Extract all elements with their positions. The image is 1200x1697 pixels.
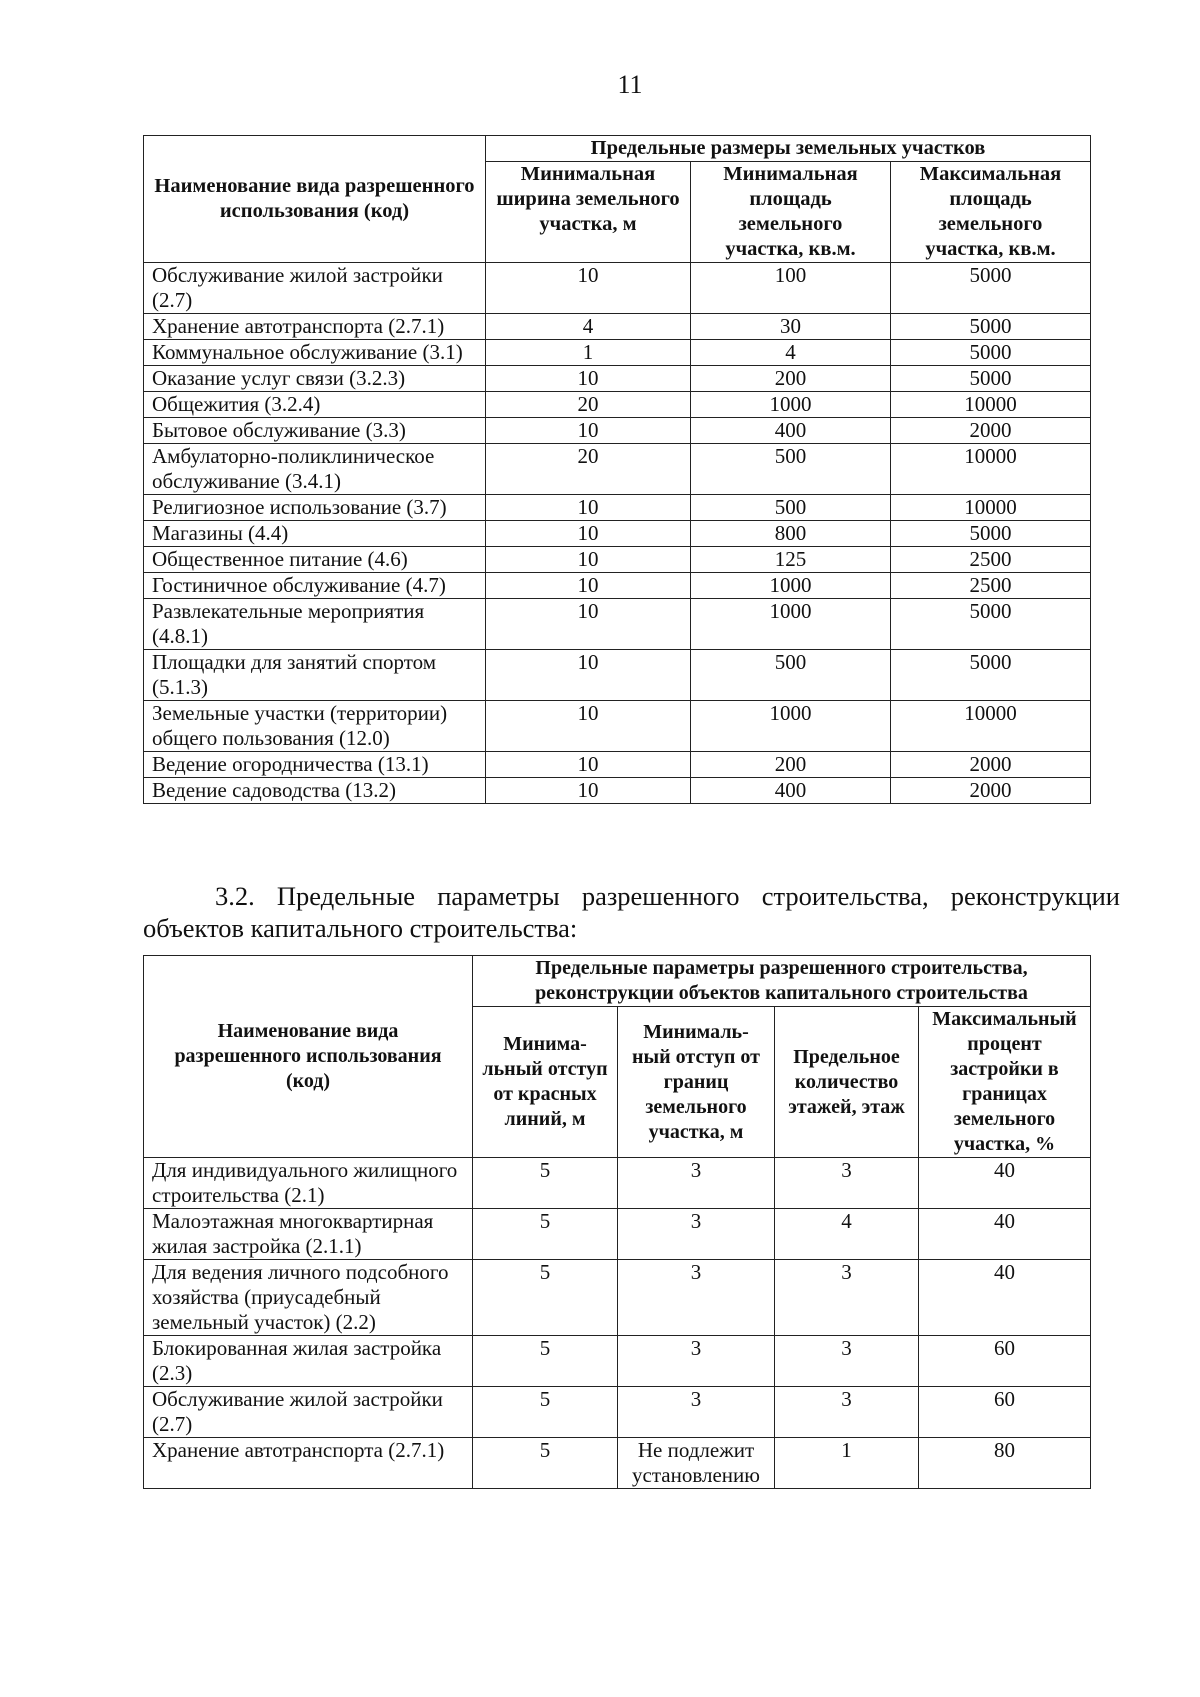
row-value-cell-c1: 10 xyxy=(486,573,691,599)
table2-col-header-max-floors: Предельное количество этажей, этаж xyxy=(775,1007,919,1158)
row-value-cell-c2: 1000 xyxy=(691,573,891,599)
row-value-cell-c1: 5 xyxy=(473,1209,618,1260)
row-value-cell-c3: 5000 xyxy=(891,650,1091,701)
row-name-cell: Оказание услуг связи (3.2.3) xyxy=(144,366,486,392)
table-row xyxy=(144,366,1091,392)
row-name-cell: Малоэтажная многоквартирная жилая застройка (2.1.1) xyxy=(144,1209,473,1260)
row-value-cell-c3: 2500 xyxy=(891,547,1091,573)
row-value-cell-c2: 200 xyxy=(691,752,891,778)
row-value-cell-c1: 10 xyxy=(486,701,691,752)
table1-col-header-min-width: Минимальная ширина земельного участка, м xyxy=(486,162,691,263)
row-name-cell: Религиозное использование (3.7) xyxy=(144,495,486,521)
row-value-cell-c1: 10 xyxy=(486,366,691,392)
table-row xyxy=(144,340,1091,366)
page-number: 11 xyxy=(617,70,643,99)
row-name-cell: Обслуживание жилой застройки (2.7) xyxy=(144,1387,473,1438)
row-value-cell-c1: 10 xyxy=(486,599,691,650)
table1-group-header: Предельные размеры земельных участков xyxy=(486,136,1091,162)
table2-group-header: Предельные параметры разрешенного строительства, реконструкции объектов капитального строительства xyxy=(473,956,1091,1007)
row-name-cell: Хранение автотранспорта (2.7.1) xyxy=(144,314,486,340)
row-value-cell-c3: 5000 xyxy=(891,314,1091,340)
row-value-cell-c2: 4 xyxy=(691,340,891,366)
row-value-cell-c1: 5 xyxy=(473,1387,618,1438)
row-value-cell-c1: 10 xyxy=(486,547,691,573)
table2-col-header-red-line-setback: Минима-льный отступ от красных линий, м xyxy=(473,1007,618,1158)
row-value-cell-c2: 1000 xyxy=(691,599,891,650)
row-value-cell-c4: 80 xyxy=(919,1438,1091,1489)
row-value-cell-c2: 30 xyxy=(691,314,891,340)
row-name-cell: Блокированная жилая застройка (2.3) xyxy=(144,1336,473,1387)
row-value-cell-c1: 1 xyxy=(486,340,691,366)
row-value-cell-c2: 400 xyxy=(691,418,891,444)
row-value-cell-c1: 10 xyxy=(486,495,691,521)
row-value-cell-c2: 1000 xyxy=(691,701,891,752)
table-row xyxy=(144,778,1091,804)
row-value-cell-c2: 500 xyxy=(691,444,891,495)
row-name-cell: Для ведения личного подсобного хозяйства (приусадебный земельный участок) (2.2) xyxy=(144,1260,473,1336)
row-value-cell-c3: 10000 xyxy=(891,701,1091,752)
table-row xyxy=(144,1387,1091,1438)
row-value-cell-c3: 5000 xyxy=(891,340,1091,366)
row-value-cell-c3: 5000 xyxy=(891,521,1091,547)
table1-name-header: Наименование вида разрешенного использования (код) xyxy=(144,136,486,263)
table-row xyxy=(144,444,1091,495)
section-heading xyxy=(143,880,1120,944)
row-value-cell-c3: 3 xyxy=(775,1158,919,1209)
table1-col-header-min-area: Минимальная площадь земельного участка, кв.м. xyxy=(691,162,891,263)
table-row xyxy=(144,392,1091,418)
row-name-cell: Гостиничное обслуживание (4.7) xyxy=(144,573,486,599)
table-row xyxy=(144,650,1091,701)
row-value-cell-c4: 60 xyxy=(919,1336,1091,1387)
row-value-cell-c2: 800 xyxy=(691,521,891,547)
row-value-cell-c3: 5000 xyxy=(891,366,1091,392)
row-value-cell-c4: 40 xyxy=(919,1260,1091,1336)
row-value-cell-c3: 10000 xyxy=(891,495,1091,521)
row-value-cell-c3: 5000 xyxy=(891,599,1091,650)
table1-body xyxy=(144,263,1091,804)
construction-parameters-table xyxy=(143,955,1091,1489)
row-value-cell-c2: 3 xyxy=(618,1209,775,1260)
table-row xyxy=(144,418,1091,444)
row-value-cell-c1: 10 xyxy=(486,650,691,701)
land-plot-sizes-table xyxy=(143,135,1091,804)
table-row xyxy=(144,495,1091,521)
row-value-cell-c2: 3 xyxy=(618,1387,775,1438)
row-value-cell-c1: 4 xyxy=(486,314,691,340)
row-name-cell: Ведение садоводства (13.2) xyxy=(144,778,486,804)
row-value-cell-c2: 500 xyxy=(691,495,891,521)
row-value-cell-c1: 10 xyxy=(486,752,691,778)
table-row xyxy=(144,701,1091,752)
row-value-cell-c4: 40 xyxy=(919,1209,1091,1260)
row-value-cell-c2: 3 xyxy=(618,1336,775,1387)
table1-header-row-1 xyxy=(144,136,1091,162)
row-name-cell: Амбулаторно-поликлиническое обслуживание (3.4.1) xyxy=(144,444,486,495)
row-value-cell-c3: 10000 xyxy=(891,444,1091,495)
row-value-cell-c2: 400 xyxy=(691,778,891,804)
row-value-cell-c3: 1 xyxy=(775,1438,919,1489)
section-heading-text: 3.2. Предельные параметры разрешенного строительства, реконструкции объектов капитального строительства: xyxy=(143,881,1120,943)
table1-col-header-max-area: Максимальная площадь земельного участка, кв.м. xyxy=(891,162,1091,263)
table-row xyxy=(144,521,1091,547)
table2-body xyxy=(144,1158,1091,1489)
row-value-cell-c2: 200 xyxy=(691,366,891,392)
row-name-cell: Коммунальное обслуживание (3.1) xyxy=(144,340,486,366)
row-value-cell-c1: 10 xyxy=(486,521,691,547)
row-value-cell-c3: 4 xyxy=(775,1209,919,1260)
row-value-cell-c2: 100 xyxy=(691,263,891,314)
row-name-cell: Ведение огородничества (13.1) xyxy=(144,752,486,778)
row-name-cell: Общественное питание (4.6) xyxy=(144,547,486,573)
row-value-cell-c1: 5 xyxy=(473,1438,618,1489)
row-value-cell-c2: 1000 xyxy=(691,392,891,418)
row-value-cell-c3: 3 xyxy=(775,1260,919,1336)
table-row xyxy=(144,1209,1091,1260)
row-value-cell-c2: 3 xyxy=(618,1260,775,1336)
row-name-cell: Общежития (3.2.4) xyxy=(144,392,486,418)
row-value-cell-c1: 5 xyxy=(473,1260,618,1336)
row-value-cell-c2: 3 xyxy=(618,1158,775,1209)
row-value-cell-c1: 10 xyxy=(486,263,691,314)
row-name-cell: Бытовое обслуживание (3.3) xyxy=(144,418,486,444)
row-name-cell: Магазины (4.4) xyxy=(144,521,486,547)
row-value-cell-c4: 40 xyxy=(919,1158,1091,1209)
row-value-cell-c1: 5 xyxy=(473,1336,618,1387)
row-value-cell-c1: 10 xyxy=(486,778,691,804)
table2-col-header-max-coverage: Максимальный процент застройки в границах земельного участка, % xyxy=(919,1007,1091,1158)
row-value-cell-c1: 10 xyxy=(486,418,691,444)
row-value-cell-c3: 3 xyxy=(775,1387,919,1438)
row-value-cell-c4: 60 xyxy=(919,1387,1091,1438)
row-value-cell-c3: 5000 xyxy=(891,263,1091,314)
table-row xyxy=(144,1260,1091,1336)
table-row xyxy=(144,1438,1091,1489)
row-value-cell-c2: Не подлежит установлению xyxy=(618,1438,775,1489)
row-name-cell: Земельные участки (территории) общего пользования (12.0) xyxy=(144,701,486,752)
table-row xyxy=(144,573,1091,599)
row-value-cell-c1: 5 xyxy=(473,1158,618,1209)
table-row xyxy=(144,599,1091,650)
table-row xyxy=(144,1158,1091,1209)
row-value-cell-c3: 2000 xyxy=(891,418,1091,444)
row-value-cell-c1: 20 xyxy=(486,392,691,418)
table-row xyxy=(144,1336,1091,1387)
row-name-cell: Развлекательные мероприятия (4.8.1) xyxy=(144,599,486,650)
table-row xyxy=(144,263,1091,314)
row-value-cell-c1: 20 xyxy=(486,444,691,495)
table-row xyxy=(144,314,1091,340)
row-value-cell-c3: 2000 xyxy=(891,778,1091,804)
table-row xyxy=(144,752,1091,778)
row-name-cell: Хранение автотранспорта (2.7.1) xyxy=(144,1438,473,1489)
table2-col-header-boundary-setback: Минималь-ный отступ от границ земельного участка, м xyxy=(618,1007,775,1158)
row-value-cell-c3: 2000 xyxy=(891,752,1091,778)
table-row xyxy=(144,547,1091,573)
row-value-cell-c3: 3 xyxy=(775,1336,919,1387)
row-value-cell-c3: 10000 xyxy=(891,392,1091,418)
row-value-cell-c2: 125 xyxy=(691,547,891,573)
table2-name-header: Наименование вида разрешенного использования (код) xyxy=(144,956,473,1158)
row-value-cell-c2: 500 xyxy=(691,650,891,701)
row-name-cell: Обслуживание жилой застройки (2.7) xyxy=(144,263,486,314)
row-name-cell: Площадки для занятий спортом (5.1.3) xyxy=(144,650,486,701)
row-name-cell: Для индивидуального жилищного строительства (2.1) xyxy=(144,1158,473,1209)
table2-header-row-1 xyxy=(144,956,1091,1007)
row-value-cell-c3: 2500 xyxy=(891,573,1091,599)
